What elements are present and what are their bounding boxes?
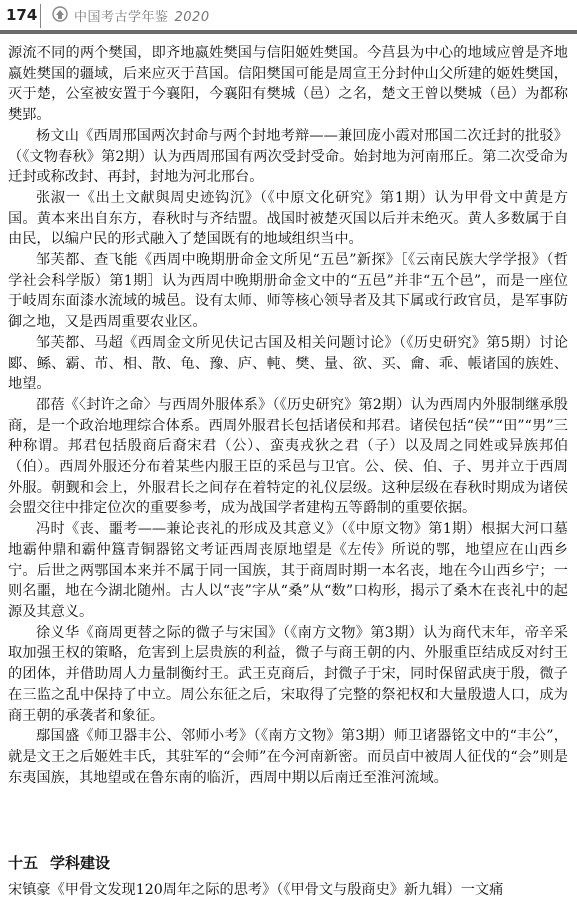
paragraph: 源流不同的两个樊国，即齐地嬴姓樊国与信阳姬姓樊国。今莒县为中心的地域应曾是齐地嬴姓樊国的疆域，后来应灭于莒国。信阳樊国可能是周宣王分封仲山父所建的姬姓樊国，灭于楚，公室被安置于今襄阳，今襄阳有樊城（邑）之名，楚文王曾以樊城（邑）为都称樊郢。 (8, 45, 568, 124)
paragraph: 冯时《丧、噩考——兼论丧礼的形成及其意义》（《中原文物》第1期）根据大河口墓地霸仲鼎和霸仲簋青铜器铭文考证西周丧原地望是《左传》所说的鄂，地望应在山西乡宁。后世之两鄂国本来并不属于同一国族，其于商周时期一本名丧，地在今山西乡宁；一则名噩，地在今湖北随州。古人以“丧”字从“桑”从“数”口构形，揭示了桑木在丧礼中的起源及其意义。 (8, 521, 568, 620)
page-header (0, 0, 577, 34)
book-title (74, 6, 210, 25)
body-text (8, 43, 568, 788)
paragraph: 鄢国盛《师卫器丰公、邻师小考》（《南方文物》第3期）师卫诸器铭文中的“丰公”，就是文王之后姬姓丰氏，其驻军的“会师”在今河南新密。而员卣中被周人征伐的“会”则是东夷国族，其地望或在鲁东南的临沂，西周中期以后南迁至淮河流域。 (8, 728, 568, 786)
paragraph: 徐义华《商周更替之际的微子与宋国》（《南方文物》第3期）认为商代末年，帝辛采取加强王权的策略，危害到上层贵族的利益，微子与商王朝的内、外服重臣结成反对纣王的团体，并借助周人力量制衡纣王。武王克商后，封微子于宋，同时保留武庚于殷，微子在三监之乱中保持了中立。周公东征之后，宋取得了完整的祭祀权和大量殷遗人口，成为商王朝的承袭者和象征。 (8, 624, 568, 724)
paragraph: 邹芙都、马超《西周金文所见伕记古国及相关问题讨论》（《历史研究》第5期）讨论郾、鲧、霸、芇、相、散、龟、豫、庐、軘、樊、量、欲、买、龠、乖、帳诸国的族姓、地望。 (8, 334, 568, 393)
page-number: 174 (6, 6, 38, 24)
paragraph: 邹芙都、查飞能《西周中晚期册命金文所见“五邑”新探》［《云南民族大学学报》（哲学社会科学版）第1期］认为西周中晚期册命金文中的“五邑”并非“五个邑”，而是一座位于岐周东面漆水流域的城邑。设有太师、师等核心领导者及其下属或行政官员，是军事防御之地，又是西周重要农业区。 (8, 252, 568, 331)
section-heading (8, 852, 110, 873)
paragraph-start: 宋镇豪《甲骨文发现120周年之际的思考》（《甲骨文与殷商史》新九辑）一文痛 (8, 882, 504, 898)
paragraph: 杨文山《西周邢国两次封命与两个封地考辩——兼回庞小霞对邢国二次迁封的批驳》（《文物春秋》第2期）认为西周邢国有两次受封受命。始封地为河南邢丘。第二次受命为迁封或称改封、再封，封地为河北邢台。 (8, 127, 568, 186)
paragraph: 张淑一《出土文献與周史迹钩沉》（《中原文化研究》第1期）认为甲骨文中黄是方国。黄本来出自东方，春秋时与齐结盟。战国时被楚灭国以后并未绝灭。黄人多数属于自由民，以编户民的形式融入了楚国既有的地域组织当中。 (8, 189, 568, 248)
yearbook-logo-icon (52, 6, 68, 22)
paragraph: 邵蓓《〈封许之命〉与西周外服体系》（《历史研究》第2期）认为西周内外服制继承殷商，是一个政治地理综合体系。西周外服君长包括诸侯和邦君。诸侯包括“侯”“田”“男”三种称谓。邦君包括殷商后裔宋君（公）、蛮夷戎狄之君（子）以及周之同姓或异族邦伯（伯）。西周外服还分布着某些内服王臣的采邑与卫官。公、侯、伯、子、男并立于西周外服。朝觐和会上，外服君长之间存在着特定的礼仪层级。这种层级在春秋时期成为诸侯会盟交往中排定位次的重要参考，成为战国学者建构五等爵制的重要依据。 (8, 396, 568, 517)
book-year: 2020 (174, 10, 210, 25)
book-title-text: 中国考古学年鉴 (74, 10, 169, 25)
section-number: 十五 (8, 854, 39, 872)
header-divider (40, 4, 41, 28)
section-title: 学科建设 (50, 854, 111, 872)
header-rule (0, 30, 577, 34)
